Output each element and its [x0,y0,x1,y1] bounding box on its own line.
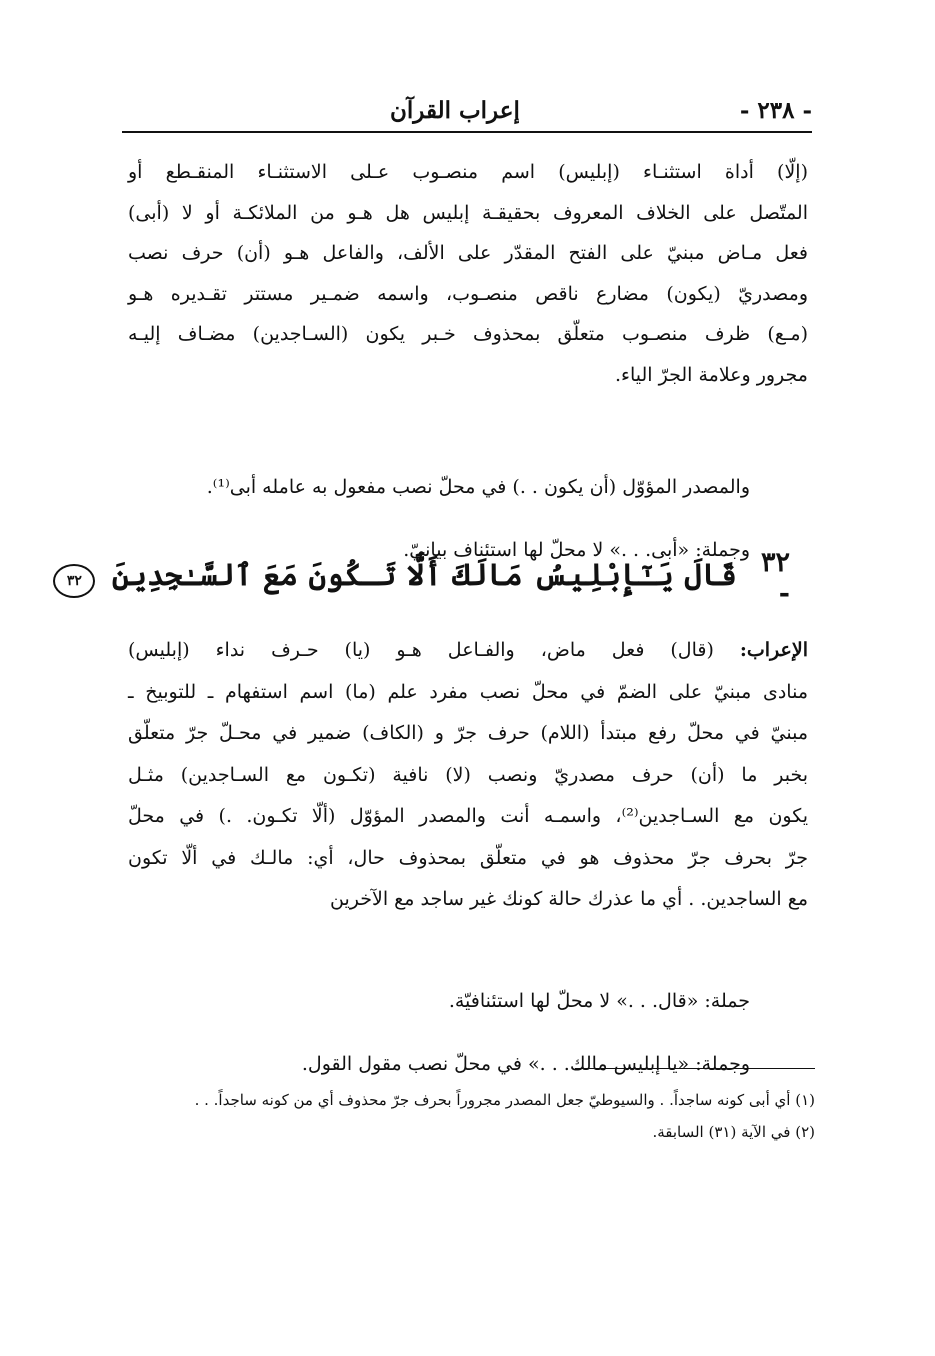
text-line: جرّ بحرف جرّ محذوف هو في متعلّق بمحذوف حال، أي: مالـك في ألّا تكون [128,846,808,869]
text-line [128,630,808,672]
summary-line: جملة: «قال. . .» لا محلّ لها استئنافيّة. [448,990,750,1012]
text-line: بخبر ما (أن) حرف مصدريّ ونصب (لا) نافية (تكـون مع السـاجدين) مثـل [128,763,808,786]
quran-verse [66,547,790,609]
text-line: مع الساجدين. . أي ما عذرك حالة كونك غير ساجد مع الآخرين [330,888,808,910]
ayah-end-marker: ٣٢ [53,564,95,598]
text-line: (إلّا) أداة استثنـاء (إبليس) اسم منصـوب عـلى الاستثنـاء المنقـطع أو [128,161,808,183]
text-line: مبنيّ في محلّ رفع مبتدأ (اللام) حرف جرّ و (الكاف) ضمير في محـلّ جرّ متعلّق [128,722,808,744]
paragraph-irab [128,630,808,921]
verse-number: ٣٢ - [760,547,790,609]
page-header [122,84,812,124]
running-title: إعراب القرآن [390,97,520,124]
text-line: منادى مبنيّ على الضمّ في محلّ نصب مفرد علم (ما) اسم استفهام ـ للتوبيخ ـ [128,680,808,703]
verse-words: قَالَ يَـٰٓإِبْلِيسُ مَالَكَ أَلَّا تَـكُونَ مَعَ ٱلسَّـٰجِدِينَ [111,558,737,593]
text-line: ومصدريّ (يكون) مضارع ناقص منصـوب، واسمه ضمـير مستتر تقـديره هـو [128,282,808,305]
verse-text [53,558,737,598]
text-line: يكون مع السـاجدين⁽²⁾، واسمـه أنت والمصدر المؤوّل (ألّا تكـون. .) في محلّ [128,805,808,827]
footnote-rule [575,1068,815,1069]
footnote-item: (٢) في الآية (٣١) السابقة. [652,1123,815,1141]
summary-line: وجملة: «يا إبليس مالك. . .» في محلّ نصب مقول القول. [301,1053,750,1075]
text-line: فعل مـاض مبنيّ على الفتح المقدّر على الألف، والفاعل هـو (أن) حرف نصب [128,242,808,264]
footnote-item: (١) أي أبى كونه ساجداً. . والسيوطيّ جعل المصدر مجروراً بحرف جرّ محذوف أي من كونه ساجداً. . . [194,1091,815,1109]
header-rule [122,131,812,133]
page-number: - ٢٣٨ - [739,97,812,124]
text-line: مجرور وعلامة الجرّ الياء. [615,363,808,386]
summary-line: وجملة: «أبى. . .» لا محلّ لها استئناف بيانيّ. [403,539,750,561]
irab-label: الإعراب: [739,639,808,661]
text-line: (مـع) ظرف منصـوب متعلّق بمحذوف خـبر يكون (السـاجدين) مضـاف إليـه [128,323,808,345]
text-segment: (قال) فعل ماض، والفـاعل هـو (يا) حـرف نداء (إبليس) [128,639,740,661]
paragraph-irab-prev-verse [128,152,808,395]
text-line: المتّصل على الخلاف المعروف بحقيقـة إبليس هل هـو من الملائكـة أو لا (أبى) [128,201,808,224]
footnotes [140,1084,815,1148]
summary-line: والمصدر المؤوّل (أن يكون . .) في محلّ نصب مفعول به عامله أبى⁽¹⁾. [206,476,750,498]
